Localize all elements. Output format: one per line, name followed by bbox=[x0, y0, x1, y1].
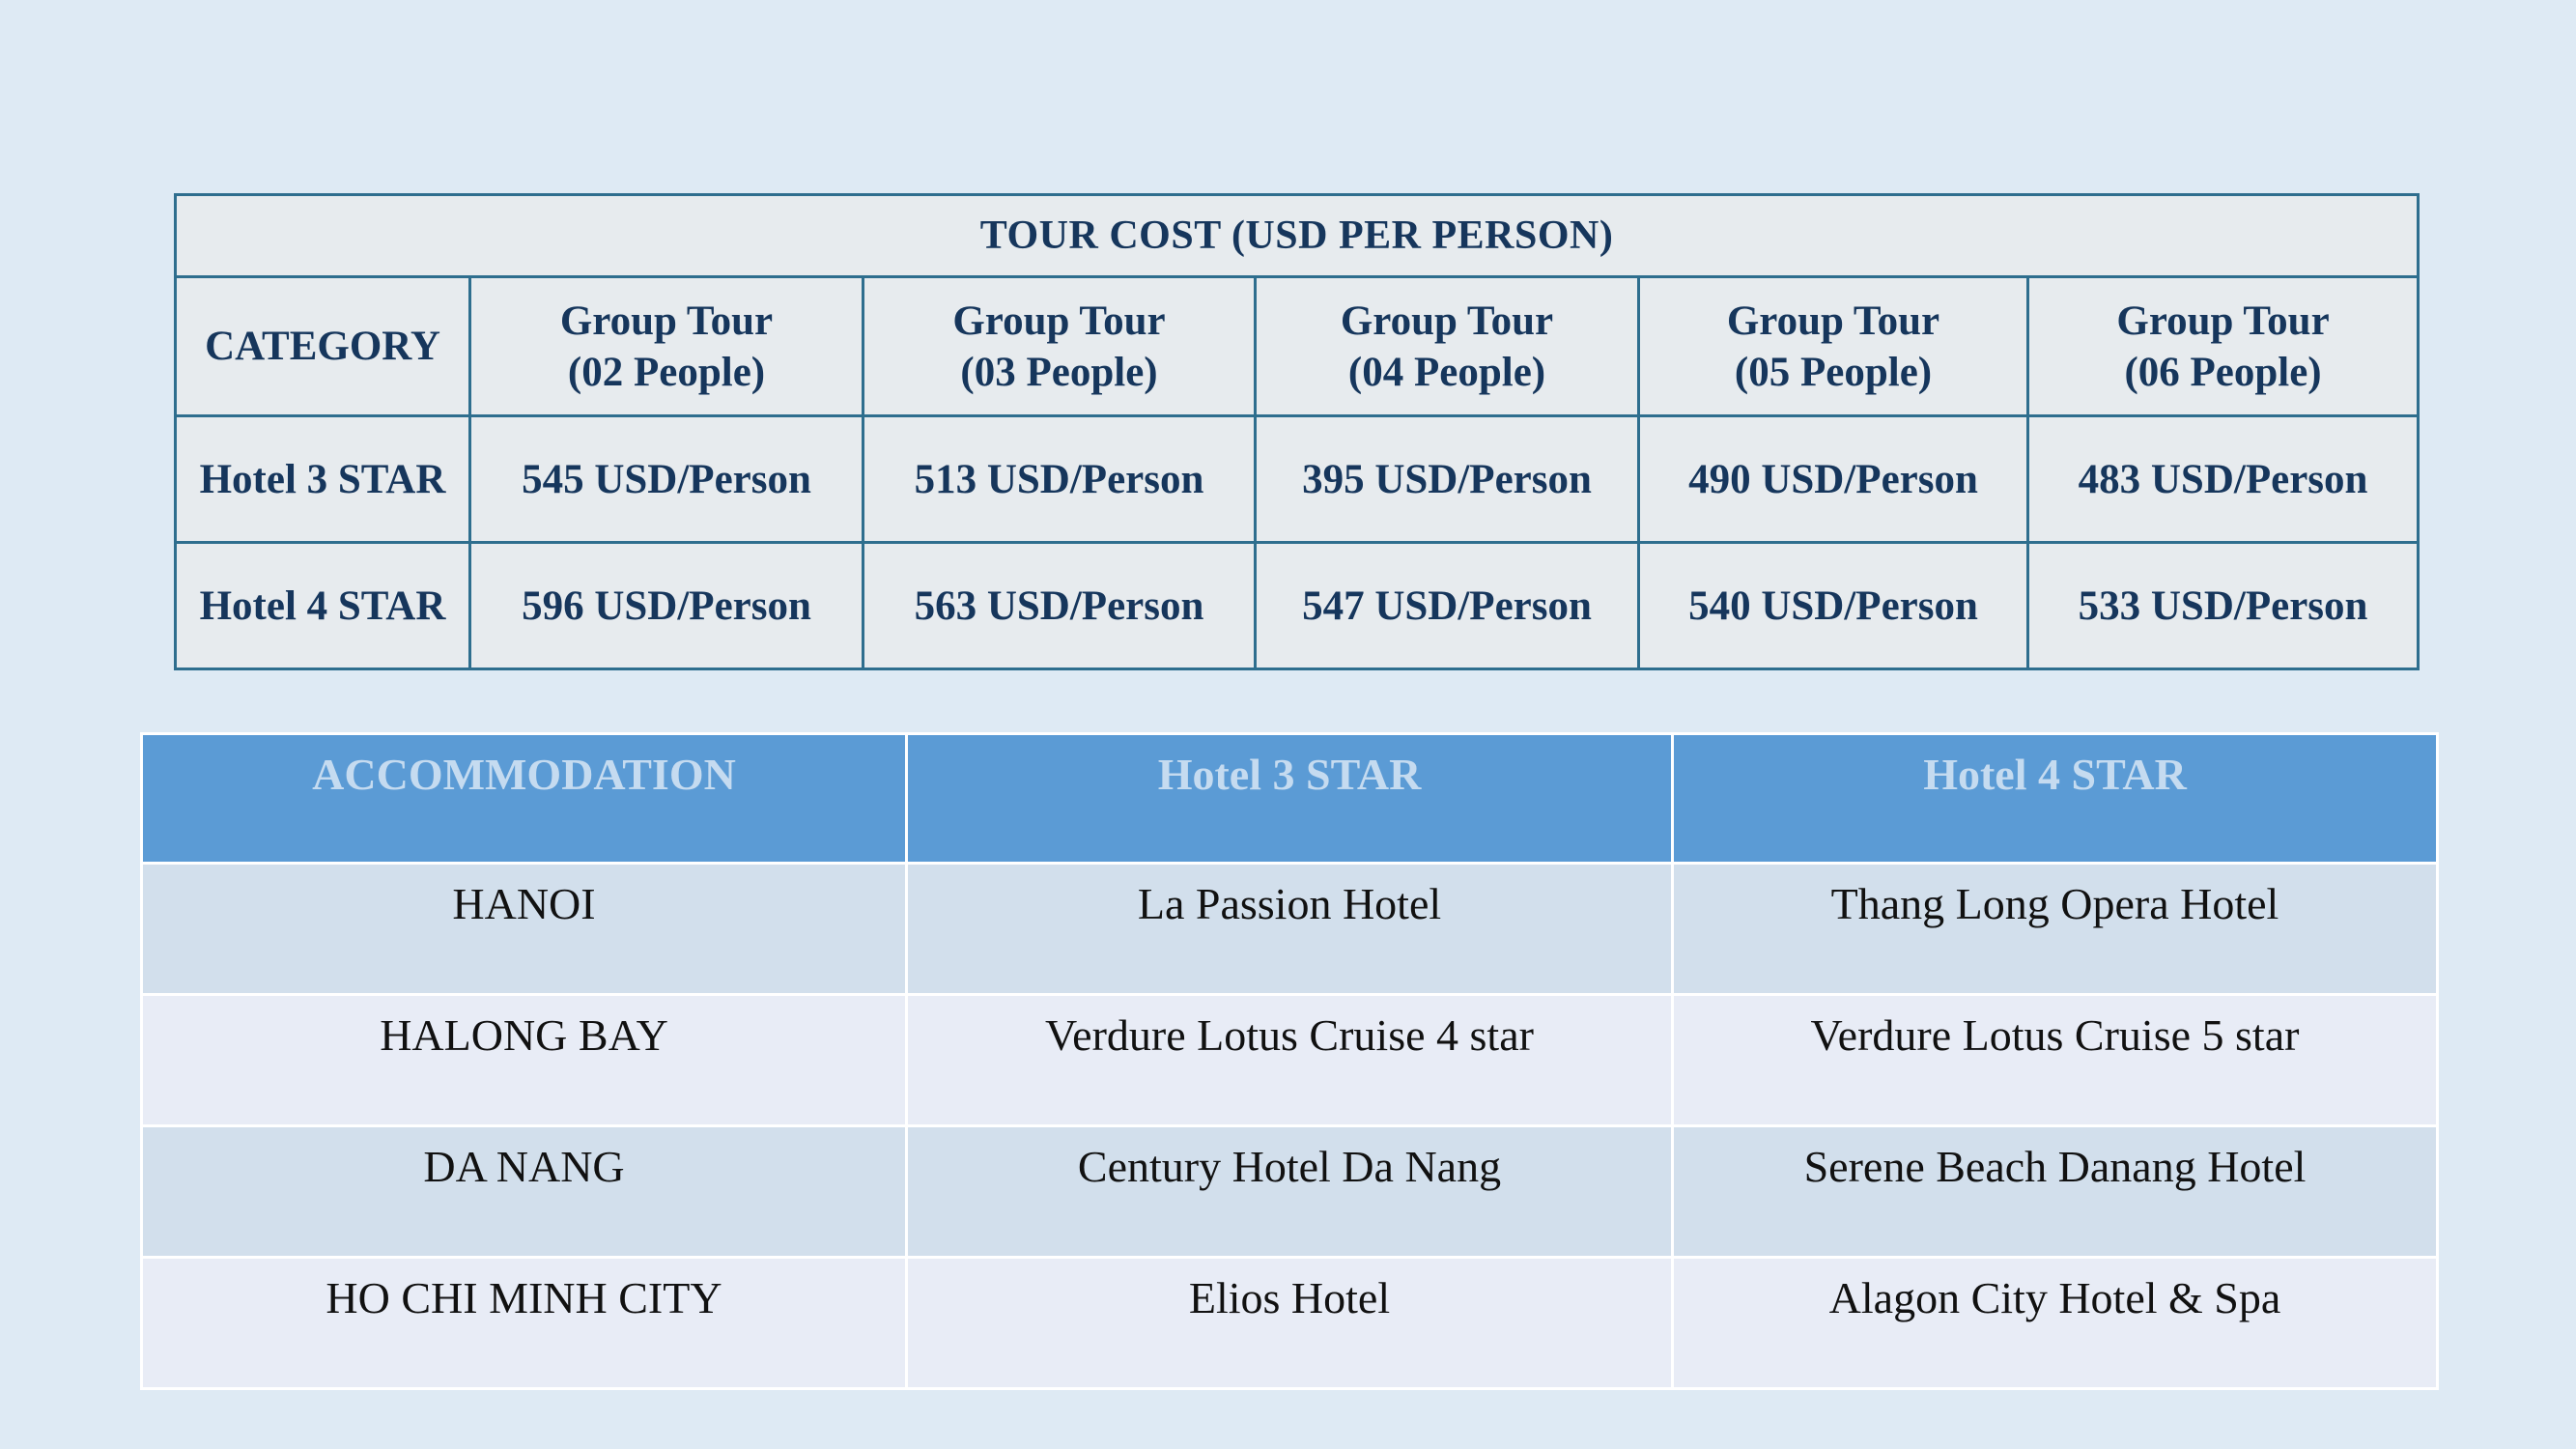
group-tour-people: (02 People) bbox=[567, 349, 766, 395]
hotel-3-star-cell: Century Hotel Da Nang bbox=[907, 1126, 1673, 1258]
group-tour-label: Group Tour bbox=[2116, 298, 2330, 344]
price-cell: 395 USD/Person bbox=[1256, 416, 1639, 543]
city-cell: HALONG BAY bbox=[142, 995, 907, 1126]
accommodation-header: ACCOMMODATION bbox=[142, 734, 907, 864]
price-cell: 563 USD/Person bbox=[863, 543, 1256, 669]
group-tour-header-06 bbox=[2028, 277, 2419, 416]
hotel-3-star-cell: Elios Hotel bbox=[907, 1258, 1673, 1389]
price-cell: 483 USD/Person bbox=[2028, 416, 2419, 543]
group-tour-header-05 bbox=[1639, 277, 2028, 416]
price-cell: 513 USD/Person bbox=[863, 416, 1256, 543]
price-cell: 540 USD/Person bbox=[1639, 543, 2028, 669]
accommodation-row-hanoi bbox=[142, 864, 2438, 995]
category-header: CATEGORY bbox=[176, 277, 470, 416]
city-cell: DA NANG bbox=[142, 1126, 907, 1258]
price-cell: 596 USD/Person bbox=[470, 543, 863, 669]
hotel-3-star-cell: Verdure Lotus Cruise 4 star bbox=[907, 995, 1673, 1126]
group-tour-people: (03 People) bbox=[960, 349, 1158, 395]
tour-cost-title: TOUR COST (USD PER PERSON) bbox=[176, 195, 2419, 277]
city-cell: HO CHI MINH CITY bbox=[142, 1258, 907, 1389]
group-tour-header-03 bbox=[863, 277, 1256, 416]
group-tour-header-04 bbox=[1256, 277, 1639, 416]
tour-cost-header-row bbox=[176, 277, 2419, 416]
hotel-4-star-cell: Alagon City Hotel & Spa bbox=[1673, 1258, 2438, 1389]
tour-cost-table bbox=[174, 193, 2420, 670]
group-tour-label: Group Tour bbox=[952, 298, 1166, 344]
hotel-3-star-cell: La Passion Hotel bbox=[907, 864, 1673, 995]
accommodation-row-halong-bay bbox=[142, 995, 2438, 1126]
group-tour-people: (05 People) bbox=[1734, 349, 1933, 395]
group-tour-label: Group Tour bbox=[1340, 298, 1554, 344]
hotel-3-star-header: Hotel 3 STAR bbox=[907, 734, 1673, 864]
group-tour-header-02 bbox=[470, 277, 863, 416]
accommodation-row-ho-chi-minh-city bbox=[142, 1258, 2438, 1389]
group-tour-label: Group Tour bbox=[1726, 298, 1940, 344]
accommodation-row-da-nang bbox=[142, 1126, 2438, 1258]
tour-cost-row-hotel-4-star bbox=[176, 543, 2419, 669]
group-tour-label: Group Tour bbox=[559, 298, 774, 344]
hotel-4-star-cell: Thang Long Opera Hotel bbox=[1673, 864, 2438, 995]
group-tour-people: (06 People) bbox=[2124, 349, 2322, 395]
accommodation-header-row bbox=[142, 734, 2438, 864]
tour-cost-row-hotel-3-star bbox=[176, 416, 2419, 543]
price-cell: 490 USD/Person bbox=[1639, 416, 2028, 543]
category-cell: Hotel 3 STAR bbox=[176, 416, 470, 543]
hotel-4-star-cell: Serene Beach Danang Hotel bbox=[1673, 1126, 2438, 1258]
price-cell: 533 USD/Person bbox=[2028, 543, 2419, 669]
price-cell: 545 USD/Person bbox=[470, 416, 863, 543]
city-cell: HANOI bbox=[142, 864, 907, 995]
price-cell: 547 USD/Person bbox=[1256, 543, 1639, 669]
hotel-4-star-cell: Verdure Lotus Cruise 5 star bbox=[1673, 995, 2438, 1126]
category-cell: Hotel 4 STAR bbox=[176, 543, 470, 669]
accommodation-table bbox=[140, 732, 2439, 1390]
group-tour-people: (04 People) bbox=[1347, 349, 1546, 395]
hotel-4-star-header: Hotel 4 STAR bbox=[1673, 734, 2438, 864]
